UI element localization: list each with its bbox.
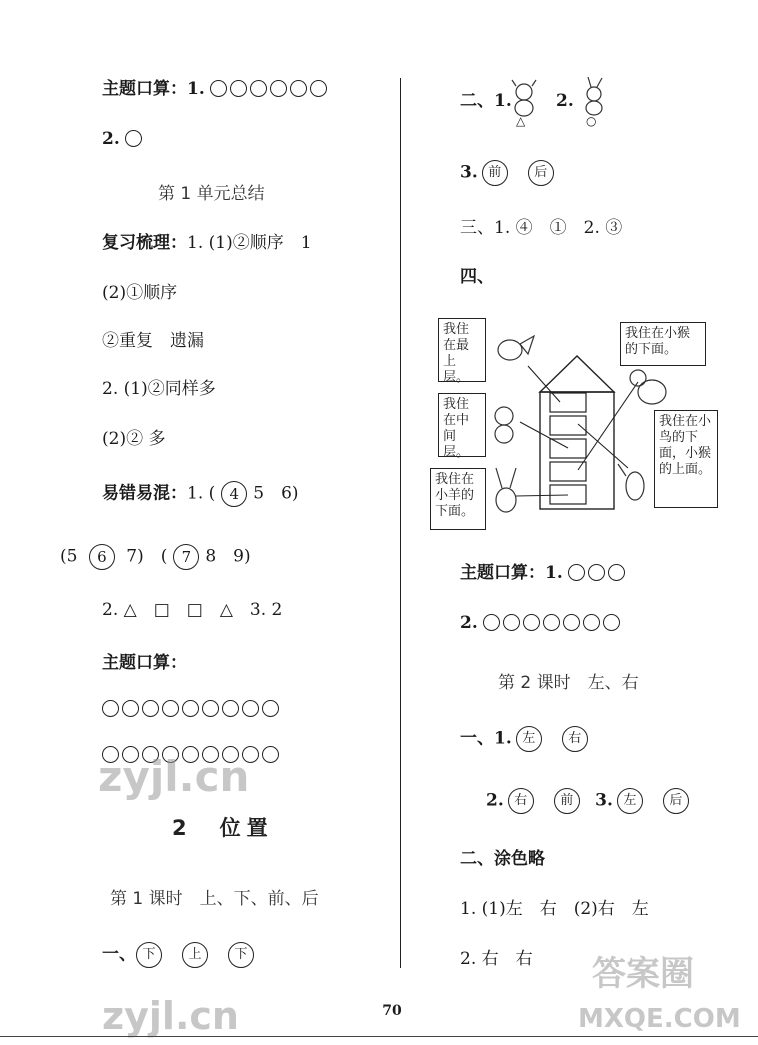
answer-circle [262, 746, 279, 763]
unit-summary-title: 第 1 单元总结 [158, 184, 265, 204]
lesson1-q1-answer-3: 下 [228, 942, 254, 968]
answer-circle [563, 614, 580, 631]
error-line2-circled-2: 7 [173, 544, 199, 570]
answer-circle [142, 700, 159, 717]
right-topic-calc-1-circles [568, 563, 628, 583]
page-number: 70 [382, 1003, 402, 1019]
watermark-3: 答案圈 [592, 954, 694, 994]
right-topic-calc-1 [460, 562, 628, 584]
answer-circle [483, 614, 500, 631]
answer-circle [568, 564, 585, 581]
lesson1-q1-answer-2: 上 [182, 942, 208, 968]
review-2b: (2)② 多 [102, 429, 166, 449]
review-1c: ②重复 遗漏 [102, 331, 204, 351]
lesson2-q1-answer-2: 右 [562, 726, 588, 752]
q3-label: 3. [460, 162, 478, 183]
bubble-below-monkey: 我住在小猴的下面。 [620, 322, 706, 366]
answer-circle [523, 614, 540, 631]
sheep-icon [630, 370, 666, 404]
topic-calc-2-circles [125, 129, 145, 149]
watermark-4: MXQE.COM [578, 1004, 741, 1034]
bubble-below-bird-above-monkey: 我住在小鸟的下面，小猴的上面。 [654, 410, 718, 508]
review-2: 2. (1)②同样多 [102, 379, 216, 399]
lesson2-q3-answer-1: 左 [617, 788, 643, 814]
lesson2-q1-answer-1: 左 [516, 726, 542, 752]
q2-label: 二、1. [460, 91, 512, 111]
topic-calc-3-label: 主题口算： [102, 653, 187, 673]
watermark-1: zyjl.cn [98, 752, 250, 801]
mouse-icon [618, 464, 644, 500]
q2-row [460, 90, 512, 112]
answer-circle [230, 80, 247, 97]
q2-label-2: 2. [556, 91, 574, 111]
q-three: 三、1. ④ ① 2. ③ [460, 218, 623, 238]
error-label: 易错易混： [102, 483, 187, 504]
error-1-rest: 5 6) [253, 483, 299, 504]
answer-circle [503, 614, 520, 631]
answer-circle [242, 700, 259, 717]
topic-calc-1-num: 1. [187, 79, 205, 99]
right-topic-calc-2-num: 2. [460, 613, 478, 633]
dog-icon [506, 78, 546, 124]
error-line2-b: 7) ( [126, 546, 168, 567]
q-color: 二、涂色略 [460, 849, 545, 869]
review-1 [102, 232, 312, 254]
answer-circle [250, 80, 267, 97]
lesson2-q2-q3 [486, 788, 699, 814]
right-topic-calc-2 [460, 612, 623, 634]
right-topic-calc-2-circles [483, 613, 623, 633]
lesson1-q1-label: 一、 [102, 944, 136, 965]
lesson1-q1-answer-1: 下 [136, 942, 162, 968]
answer-circle [603, 614, 620, 631]
topic-calc-2-num: 2. [102, 129, 120, 149]
error-line2-circled-1: 6 [89, 544, 115, 570]
error-line2-d: 8 9) [205, 546, 251, 567]
error-1-prefix: 1. ( [187, 483, 216, 504]
monkey-icon [495, 407, 513, 443]
answer-circle [210, 80, 227, 97]
lesson2-q1 [460, 726, 598, 752]
bubble-top-floor: 我住在最上层。 [438, 318, 486, 382]
topic-calc-1-circles [210, 79, 330, 99]
answer-circle [608, 564, 625, 581]
review-1-text: 1. (1)②顺序 1 [187, 233, 312, 253]
answer-circle [310, 80, 327, 97]
q3-row [460, 160, 564, 186]
topic-calc-1 [102, 78, 330, 100]
color-1: 1. (1)左 右 (2)右 左 [460, 899, 649, 919]
answer-circle [588, 564, 605, 581]
lesson2-q2-answer-2: 前 [554, 788, 580, 814]
bird-icon [498, 336, 534, 360]
bubble-middle-floor: 我住在中间层。 [438, 393, 486, 457]
column-divider [400, 78, 401, 968]
q3-answer-2: 后 [528, 160, 554, 186]
q3-answer-1: 前 [482, 160, 508, 186]
rabbit-icon-diagram [496, 468, 516, 512]
answer-circle [125, 130, 142, 147]
answer-circle [543, 614, 560, 631]
right-topic-calc-label: 主题口算： [460, 563, 545, 583]
answer-circle [202, 700, 219, 717]
lesson2-q2-answer-1: 右 [508, 788, 534, 814]
answer-circle [122, 700, 139, 717]
error-2: 2. △ □ □ △ 3. 2 [102, 600, 283, 620]
review-1b: (2)①顺序 [102, 283, 178, 303]
chapter-title: 2 位置 [172, 816, 274, 840]
q2-mark-2: ○ [586, 114, 597, 128]
answer-circle [583, 614, 600, 631]
color-2: 2. 右 右 [460, 949, 533, 969]
q2-mark-1: △ [516, 114, 526, 128]
answer-circle [102, 700, 119, 717]
lesson1-title: 第 1 课时 上、下、前、后 [110, 889, 319, 909]
right-topic-calc-1-num: 1. [545, 563, 563, 583]
lesson2-title: 第 2 课时 左、右 [498, 673, 639, 693]
bubble-below-sheep: 我住在小羊的下面。 [430, 468, 486, 530]
answer-circle [270, 80, 287, 97]
error-1 [102, 481, 299, 507]
answer-circle [222, 700, 239, 717]
lesson1-q1 [102, 942, 264, 968]
topic-calc-3-row1 [102, 698, 282, 720]
watermark-2: zyjl.cn [102, 994, 239, 1038]
topic-calc-2 [102, 128, 145, 150]
error-line2-a: (5 [60, 546, 78, 567]
q-four: 四、 [460, 267, 494, 287]
answer-circle [290, 80, 307, 97]
lesson2-q3-label: 3. [595, 790, 613, 811]
answer-circle [182, 700, 199, 717]
answer-circle [162, 700, 179, 717]
review-label: 复习梳理： [102, 233, 187, 253]
error-1-circled: 4 [221, 481, 247, 507]
lesson2-q1-label: 一、1. [460, 728, 512, 749]
lesson2-q2-label: 2. [486, 790, 504, 811]
lesson2-q3-answer-2: 后 [663, 788, 689, 814]
answer-circle [262, 700, 279, 717]
error-line2 [60, 544, 251, 570]
topic-calc-1-label: 主题口算： [102, 79, 187, 99]
